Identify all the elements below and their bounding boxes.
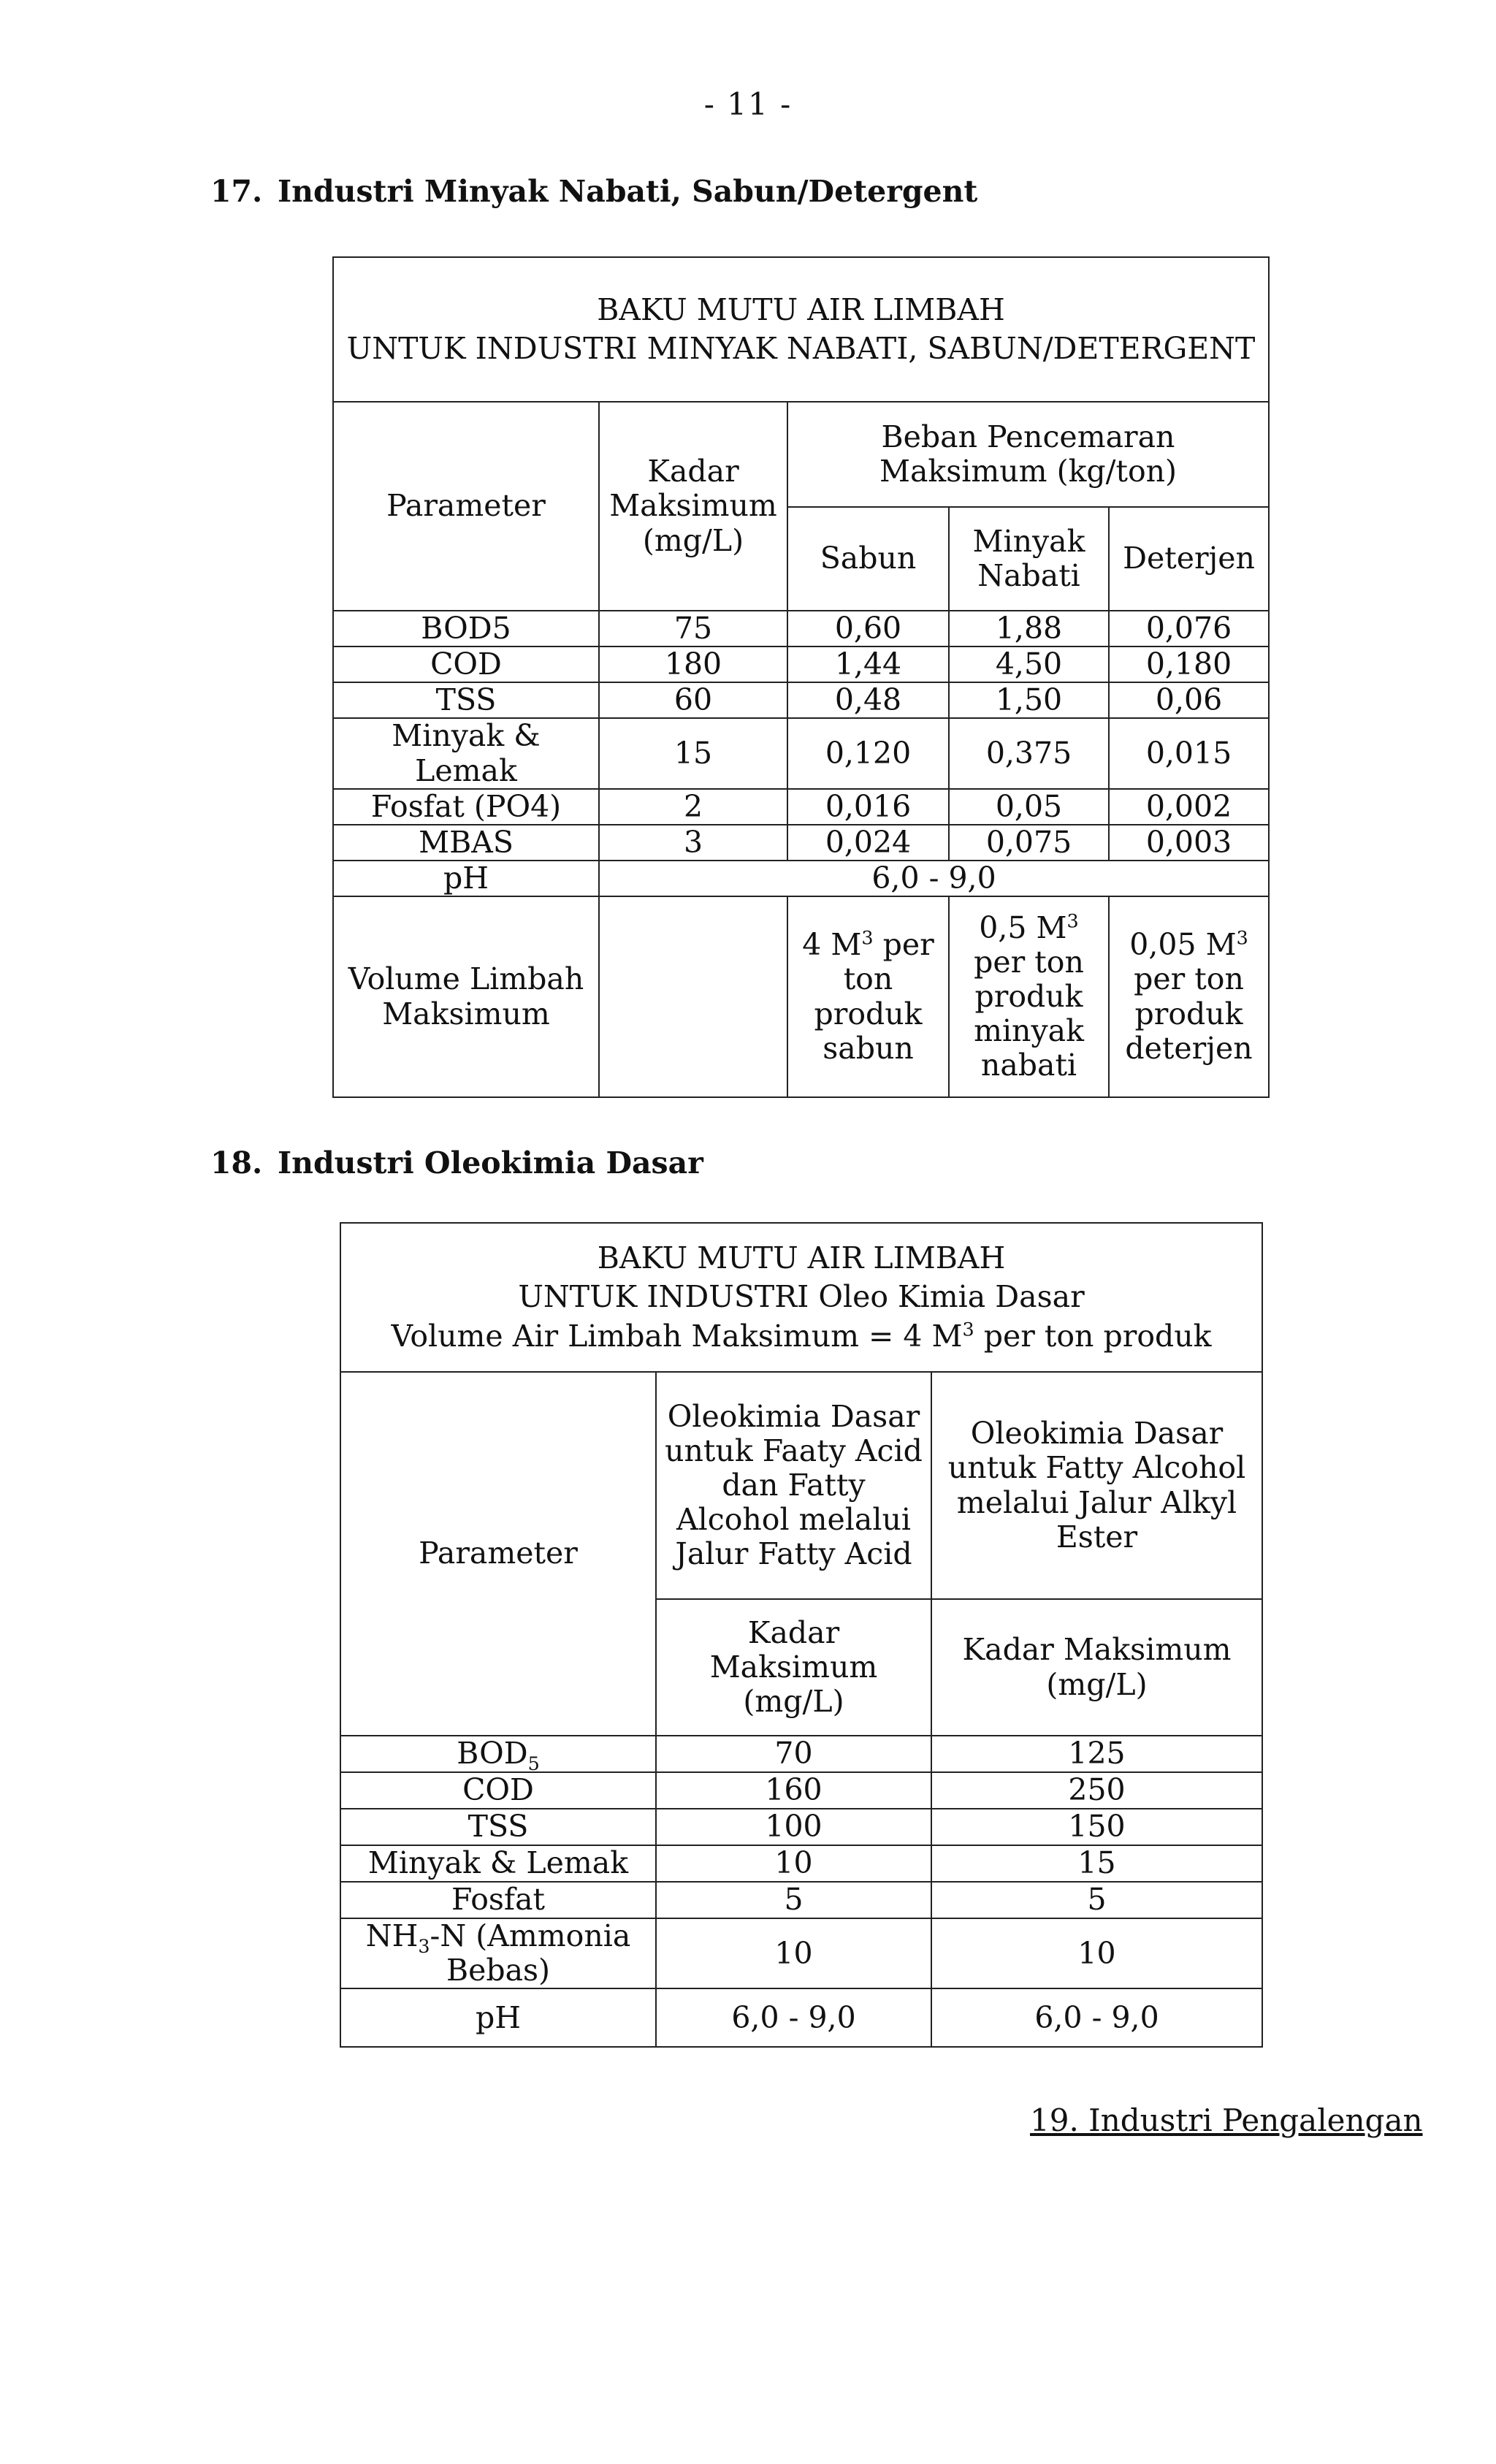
cell-value-b: 125 <box>931 1736 1262 1772</box>
table-row-ph <box>333 861 1269 896</box>
table-18-title-line1: BAKU MUTU AIR LIMBAH <box>597 1240 1006 1276</box>
volume-unit: per ton produk <box>974 1318 1212 1354</box>
section-18-title: Industri Oleokimia Dasar <box>278 1145 703 1180</box>
cell-kadar: 75 <box>599 611 787 646</box>
section-17-heading <box>210 174 977 209</box>
cell-minyak: 1,88 <box>949 611 1109 646</box>
table-row <box>340 1809 1262 1845</box>
table-17-title-line2: UNTUK INDUSTRI MINYAK NABATI, SABUN/DETERGENT <box>346 331 1256 366</box>
cell-value-b: 15 <box>931 1845 1262 1882</box>
table-18-title-line2: UNTUK INDUSTRI Oleo Kimia Dasar <box>518 1279 1085 1315</box>
cell-parameter: TSS <box>333 682 599 718</box>
volume-minyak-value: 0,5 M <box>979 909 1067 945</box>
table-row <box>340 1736 1262 1772</box>
volume-text: Volume Air Limbah Maksimum = 4 M <box>391 1318 963 1354</box>
volume-sabun-exponent: 3 <box>861 926 874 949</box>
cell-sabun: 0,016 <box>787 789 949 825</box>
cell-sabun: 0,60 <box>787 611 949 646</box>
cell-kadar: 2 <box>599 789 787 825</box>
bod-label: BOD <box>457 1736 528 1771</box>
table-oleokimia-dasar <box>340 1222 1263 2048</box>
cell-kadar: 180 <box>599 646 787 682</box>
table-row <box>333 646 1269 682</box>
nh3-subscript: 3 <box>418 1935 430 1958</box>
header-kadar-maksimum: Kadar Maksimum (mg/L) <box>599 402 787 611</box>
volume-deterjen-unit: per ton produk deterjen <box>1125 961 1253 1066</box>
cell-ph-label: pH <box>340 1988 656 2047</box>
volume-minyak-exponent: 3 <box>1066 909 1079 932</box>
header-kadar-maksimum-1: Kadar Maksimum (mg/L) <box>656 1599 931 1736</box>
cell-sabun: 0,48 <box>787 682 949 718</box>
cell-kadar: 60 <box>599 682 787 718</box>
cell-minyak: 0,05 <box>949 789 1109 825</box>
cell-value-a: 70 <box>656 1736 931 1772</box>
next-section-reference: 19. Industri Pengalengan <box>1030 2102 1423 2138</box>
cell-deterjen: 0,06 <box>1109 682 1269 718</box>
nh3-suffix: -N (Ammonia Bebas) <box>430 1918 631 1988</box>
cell-minyak: 1,50 <box>949 682 1109 718</box>
header-parameter: Parameter <box>340 1372 656 1736</box>
cell-parameter: COD <box>333 646 599 682</box>
cell-parameter: BOD5 <box>333 611 599 646</box>
section-17-title: Industri Minyak Nabati, Sabun/Detergent <box>278 174 978 209</box>
table-17-title-line1: BAKU MUTU AIR LIMBAH <box>597 291 1005 327</box>
cell-parameter: Minyak & Lemak <box>340 1845 656 1882</box>
volume-deterjen-exponent: 3 <box>1236 926 1248 949</box>
cell-deterjen: 0,002 <box>1109 789 1269 825</box>
volume-exponent: 3 <box>962 1317 974 1340</box>
page-number: - 11 - <box>703 86 793 122</box>
section-17-number: 17. <box>210 174 263 209</box>
cell-value-b: 5 <box>931 1882 1262 1918</box>
cell-parameter: Fosfat <box>340 1882 656 1918</box>
cell-value-a: 100 <box>656 1809 931 1845</box>
cell-kadar: 3 <box>599 825 787 861</box>
cell-parameter: TSS <box>340 1809 656 1845</box>
section-18-number: 18. <box>210 1145 263 1180</box>
volume-sabun-unit: per ton produk sabun <box>814 927 934 1066</box>
cell-value-a: 10 <box>656 1918 931 1988</box>
table-18-title <box>340 1223 1262 1372</box>
table-18-title-line3 <box>347 1317 1256 1356</box>
cell-value-b: 250 <box>931 1772 1262 1809</box>
volume-deterjen-value: 0,05 M <box>1129 927 1237 963</box>
cell-sabun: 1,44 <box>787 646 949 682</box>
table-row <box>333 789 1269 825</box>
cell-minyak: 4,50 <box>949 646 1109 682</box>
header-kadar-maksimum-2: Kadar Maksimum (mg/L) <box>931 1599 1262 1736</box>
header-sabun: Sabun <box>787 507 949 611</box>
table-row <box>340 1772 1262 1809</box>
cell-volume-label: Volume Limbah Maksimum <box>333 896 599 1097</box>
header-fatty-acid-route: Oleokimia Dasar untuk Faaty Acid dan Fatty Alcohol melalui Jalur Fatty Acid <box>656 1372 931 1599</box>
table-row <box>333 611 1269 646</box>
header-alkyl-ester-route: Oleokimia Dasar untuk Fatty Alcohol melalui Jalur Alkyl Ester <box>931 1372 1262 1599</box>
cell-deterjen: 0,015 <box>1109 718 1269 788</box>
cell-deterjen: 0,003 <box>1109 825 1269 861</box>
cell-volume-deterjen <box>1109 896 1269 1097</box>
table-row-volume <box>333 896 1269 1097</box>
table-minyak-nabati-sabun <box>332 256 1270 1098</box>
cell-value-a: 5 <box>656 1882 931 1918</box>
nh3-label: NH <box>365 1918 419 1953</box>
cell-ph-a: 6,0 - 9,0 <box>656 1988 931 2047</box>
table-row <box>340 1918 1262 1988</box>
cell-parameter: MBAS <box>333 825 599 861</box>
table-row <box>333 682 1269 718</box>
cell-parameter: Fosfat (PO4) <box>333 789 599 825</box>
volume-sabun-value: 4 M <box>802 927 862 963</box>
table-row <box>340 1845 1262 1882</box>
cell-value-b: 10 <box>931 1918 1262 1988</box>
cell-volume-sabun <box>787 896 949 1097</box>
cell-ph-value: 6,0 - 9,0 <box>599 861 1269 896</box>
cell-parameter-nh3 <box>340 1918 656 1988</box>
cell-deterjen: 0,180 <box>1109 646 1269 682</box>
table-row-ph <box>340 1988 1262 2047</box>
bod-subscript: 5 <box>527 1752 540 1772</box>
table-row <box>333 718 1269 788</box>
cell-kadar: 15 <box>599 718 787 788</box>
cell-value-b: 150 <box>931 1809 1262 1845</box>
section-18-heading <box>210 1145 703 1180</box>
cell-value-a: 10 <box>656 1845 931 1882</box>
cell-deterjen: 0,076 <box>1109 611 1269 646</box>
cell-parameter: COD <box>340 1772 656 1809</box>
cell-ph-b: 6,0 - 9,0 <box>931 1988 1262 2047</box>
table-17-title <box>333 257 1269 402</box>
cell-sabun: 0,120 <box>787 718 949 788</box>
table-row <box>340 1882 1262 1918</box>
cell-minyak: 0,375 <box>949 718 1109 788</box>
header-beban-pencemaran: Beban Pencemaran Maksimum (kg/ton) <box>787 402 1269 507</box>
header-parameter: Parameter <box>333 402 599 611</box>
cell-parameter: Minyak & Lemak <box>333 718 599 788</box>
volume-minyak-unit: per ton produk minyak nabati <box>974 944 1084 1083</box>
cell-parameter-bod <box>340 1736 656 1772</box>
header-deterjen: Deterjen <box>1109 507 1269 611</box>
cell-volume-kadar-empty <box>599 896 787 1097</box>
cell-minyak: 0,075 <box>949 825 1109 861</box>
table-row <box>333 825 1269 861</box>
cell-value-a: 160 <box>656 1772 931 1809</box>
cell-sabun: 0,024 <box>787 825 949 861</box>
cell-ph-label: pH <box>333 861 599 896</box>
header-minyak-nabati: Minyak Nabati <box>949 507 1109 611</box>
cell-volume-minyak <box>949 896 1109 1097</box>
